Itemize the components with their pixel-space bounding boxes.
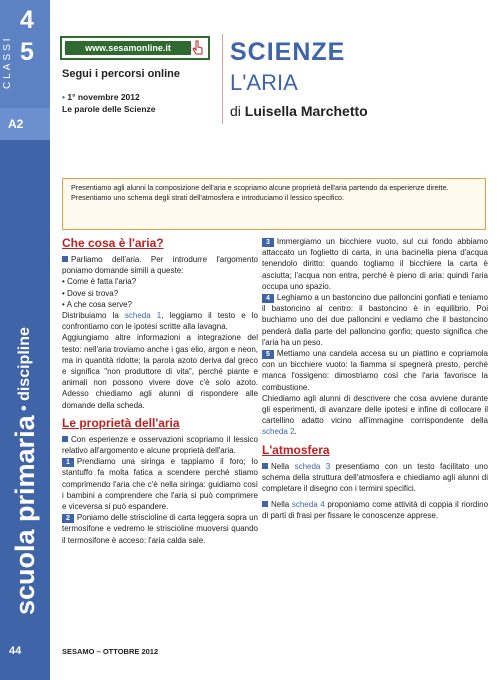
- author: [230, 103, 368, 119]
- heading-cosa-e-aria: Che cosa è l'aria?: [62, 236, 164, 250]
- scheda-2-link[interactable]: scheda 2: [262, 427, 295, 437]
- question-3: • A che cosa serve?: [62, 299, 132, 309]
- vertical-sub: • discipline: [16, 327, 33, 416]
- header-divider: [222, 34, 223, 124]
- classi-label: CLASSI: [2, 35, 13, 90]
- vertical-section-title: [6, 175, 44, 615]
- number-badge: 4: [262, 294, 274, 303]
- heading-proprieta: Le proprietà dell'aria: [62, 415, 180, 430]
- footer-issue: SESAMO – OTTOBRE 2012: [62, 647, 159, 656]
- paragraph: Nella scheda 4 proponiamo come attività di coppia il riordino di parti di frasi per fissare le conoscenze apprese.: [262, 500, 489, 521]
- paragraph: Chiediamo agli alunni di descrivere che cosa avviene durante gli esperimenti, di avanzare delle ipotesi e infine di collocare il cartellino adatto vicino all'immagine corrispondente della scheda 2.: [262, 393, 488, 437]
- paragraph: Nella scheda 3 presentiamo con un testo facilitato uno schema della struttura dell'atmosfera e chiediamo agli alunni di completare il disegno con i termini specifici.: [262, 461, 488, 494]
- page-title: SCIENZE: [230, 38, 346, 66]
- page-subtitle: L'ARIA: [230, 70, 298, 95]
- experiment-4: 4 Leghiamo a un bastoncino due palloncini gonfiati e teniamo il bastoncino al centro: il bastoncino è in equilibrio. Poi buchiamo uno dei due palloncini e vediamo che il bastoncino penderà dalla parte del palloncino gonfio; questo significa che l'aria ha un peso.: [262, 293, 488, 347]
- grade-five: 5: [20, 38, 34, 66]
- square-bullet-icon: [262, 463, 268, 469]
- experiment-3: 3 Immergiamo un bicchiere vuoto, sul cui fondo abbiamo attaccato un foglietto di carta, in una bacinella piena d'acqua tenendolo diritto: quando togliamo il bicchiere la carta è asciutta; l'acqua non entra, perché è pieno di aria: quindi l'aria occupa uno spazio.: [262, 237, 488, 291]
- author-name: Luisella Marchetto: [244, 103, 368, 119]
- section-code: A2: [8, 117, 24, 131]
- question-2: • Dove si trova?: [62, 288, 119, 298]
- right-column: [262, 236, 488, 522]
- left-column: [62, 236, 258, 546]
- experiment-1: 1 Prendiamo una siringa e tappiamo il foro; lo stantuffo fa molta fatica a scendere perché stiamo comprimendo l'aria che c'è nella siringa: guidiamo così i bambini a comprendere che l'aria si può comprimere e viceversa si può espandere.: [62, 457, 258, 512]
- intro-box: Presentiamo agli alunni la composizione dell'aria e scopriamo alcune proprietà dell'aria partendo da esperienze dirette. Presentiamo uno schema degli strati dell'atmosfera e introduciamo il lessico specifico.: [62, 178, 486, 230]
- paragraph: Con esperienze e osservazioni scopriamo il lessico relativo all'argomento e alcune proprietà dell'aria.: [62, 434, 258, 456]
- paragraph: Distribuiamo la scheda 1, leggiamo il testo e lo confrontiamo con le ipotesi scritte alla lavagna.: [62, 311, 259, 332]
- heading-atmosfera: L'atmosfera: [262, 442, 330, 457]
- logo-text: www.sesamonline.it: [65, 41, 191, 55]
- website-logo[interactable]: [60, 36, 210, 60]
- number-badge: 2: [62, 514, 74, 523]
- question-1: • Come è fatta l'aria?: [62, 277, 137, 287]
- online-topic: Le parole delle Scienze: [62, 104, 156, 114]
- page-number: 44: [9, 645, 22, 657]
- vertical-main: scuola primaria: [10, 415, 40, 615]
- number-badge: 5: [262, 350, 274, 359]
- experiment-2: 2 Poniamo delle striscioline di carta leggera sopra un termosifone e vedremo le striscioline muoversi quando il termosifone è acceso: l'aria calda sale.: [62, 513, 258, 545]
- scheda-3-link[interactable]: scheda 3: [294, 461, 331, 471]
- paragraph: Parliamo dell'aria. Per introdurre l'argomento poniamo domande simili a queste:: [62, 255, 258, 276]
- paragraph: Aggiungiamo altre informazioni a integrazione del testo: nell'aria troviamo anche i gas elio, argon e neon, ma in quantità ridotte; la parola azoto deriva dal greco e significa "non produttore di vita", perché piante e animali non possono vivere dove c'è solo azoto. Adesso chiediamo agli alunni di rispondere alle domande della scheda.: [62, 333, 258, 410]
- bullet-icon: •: [62, 92, 68, 102]
- scheda-4-link[interactable]: scheda 4: [291, 500, 325, 510]
- square-bullet-icon: [262, 501, 268, 507]
- cursor-hand-icon: [192, 40, 204, 56]
- grade-four: 4: [20, 6, 34, 34]
- experiment-5: 5 Mettiamo una candela accesa su un piattino e copriamola con un bicchiere vuoto: la fiamma si spegnerà presto, perché manca l'ossigeno: dimostriamo così che l'aria favorisce la combustione.: [262, 349, 488, 392]
- square-bullet-icon: [62, 436, 68, 442]
- online-date: • 1° novembre 2012: [62, 92, 140, 102]
- number-badge: 1: [62, 458, 74, 467]
- number-badge: 3: [262, 238, 274, 247]
- scheda-1-link[interactable]: scheda 1: [124, 311, 162, 321]
- author-prefix: di: [230, 103, 241, 119]
- online-title: Segui i percorsi online: [62, 68, 180, 80]
- square-bullet-icon: [62, 256, 68, 262]
